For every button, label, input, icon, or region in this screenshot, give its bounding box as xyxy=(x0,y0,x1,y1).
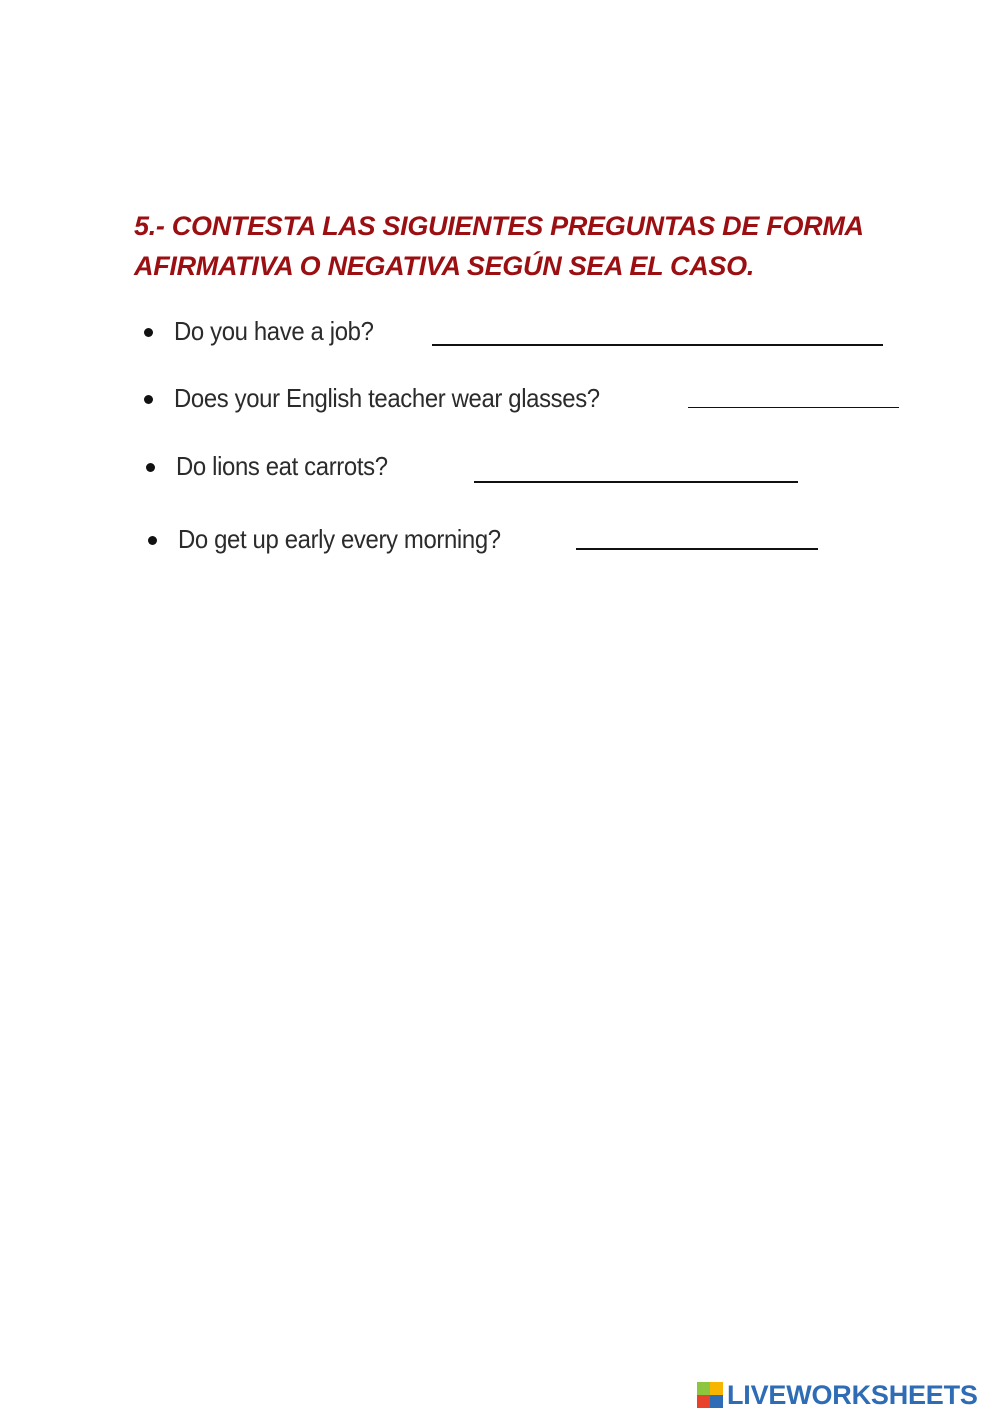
question-item xyxy=(146,449,906,489)
brand-name: LIVEWORKSHEETS xyxy=(727,1379,978,1410)
question-text: Does your English teacher wear glasses? xyxy=(174,383,600,413)
bullet-icon xyxy=(144,328,153,337)
question-item xyxy=(144,314,904,354)
liveworksheets-brand xyxy=(697,1378,978,1412)
question-text: Do get up early every morning? xyxy=(178,524,501,554)
answer-input-3[interactable] xyxy=(474,455,798,483)
answer-input-1[interactable] xyxy=(432,318,883,346)
exercise-title-line-1: 5.- CONTESTA LAS SIGUIENTES PREGUNTAS DE FORMA xyxy=(134,211,864,241)
bullet-icon xyxy=(146,463,155,472)
exercise-title-line-2: AFIRMATIVA O NEGATIVA SEGÚN SEA EL CASO. xyxy=(134,251,755,281)
bullet-icon xyxy=(148,536,157,545)
answer-input-4[interactable] xyxy=(576,522,818,550)
question-text: Do you have a job? xyxy=(174,316,374,346)
question-item xyxy=(144,381,904,421)
answer-input-2[interactable] xyxy=(688,381,899,408)
liveworksheets-logo-icon xyxy=(697,1382,723,1408)
bullet-icon xyxy=(144,395,153,404)
question-text: Do lions eat carrots? xyxy=(176,451,388,481)
question-item xyxy=(148,522,908,562)
exercise-title xyxy=(134,206,914,286)
